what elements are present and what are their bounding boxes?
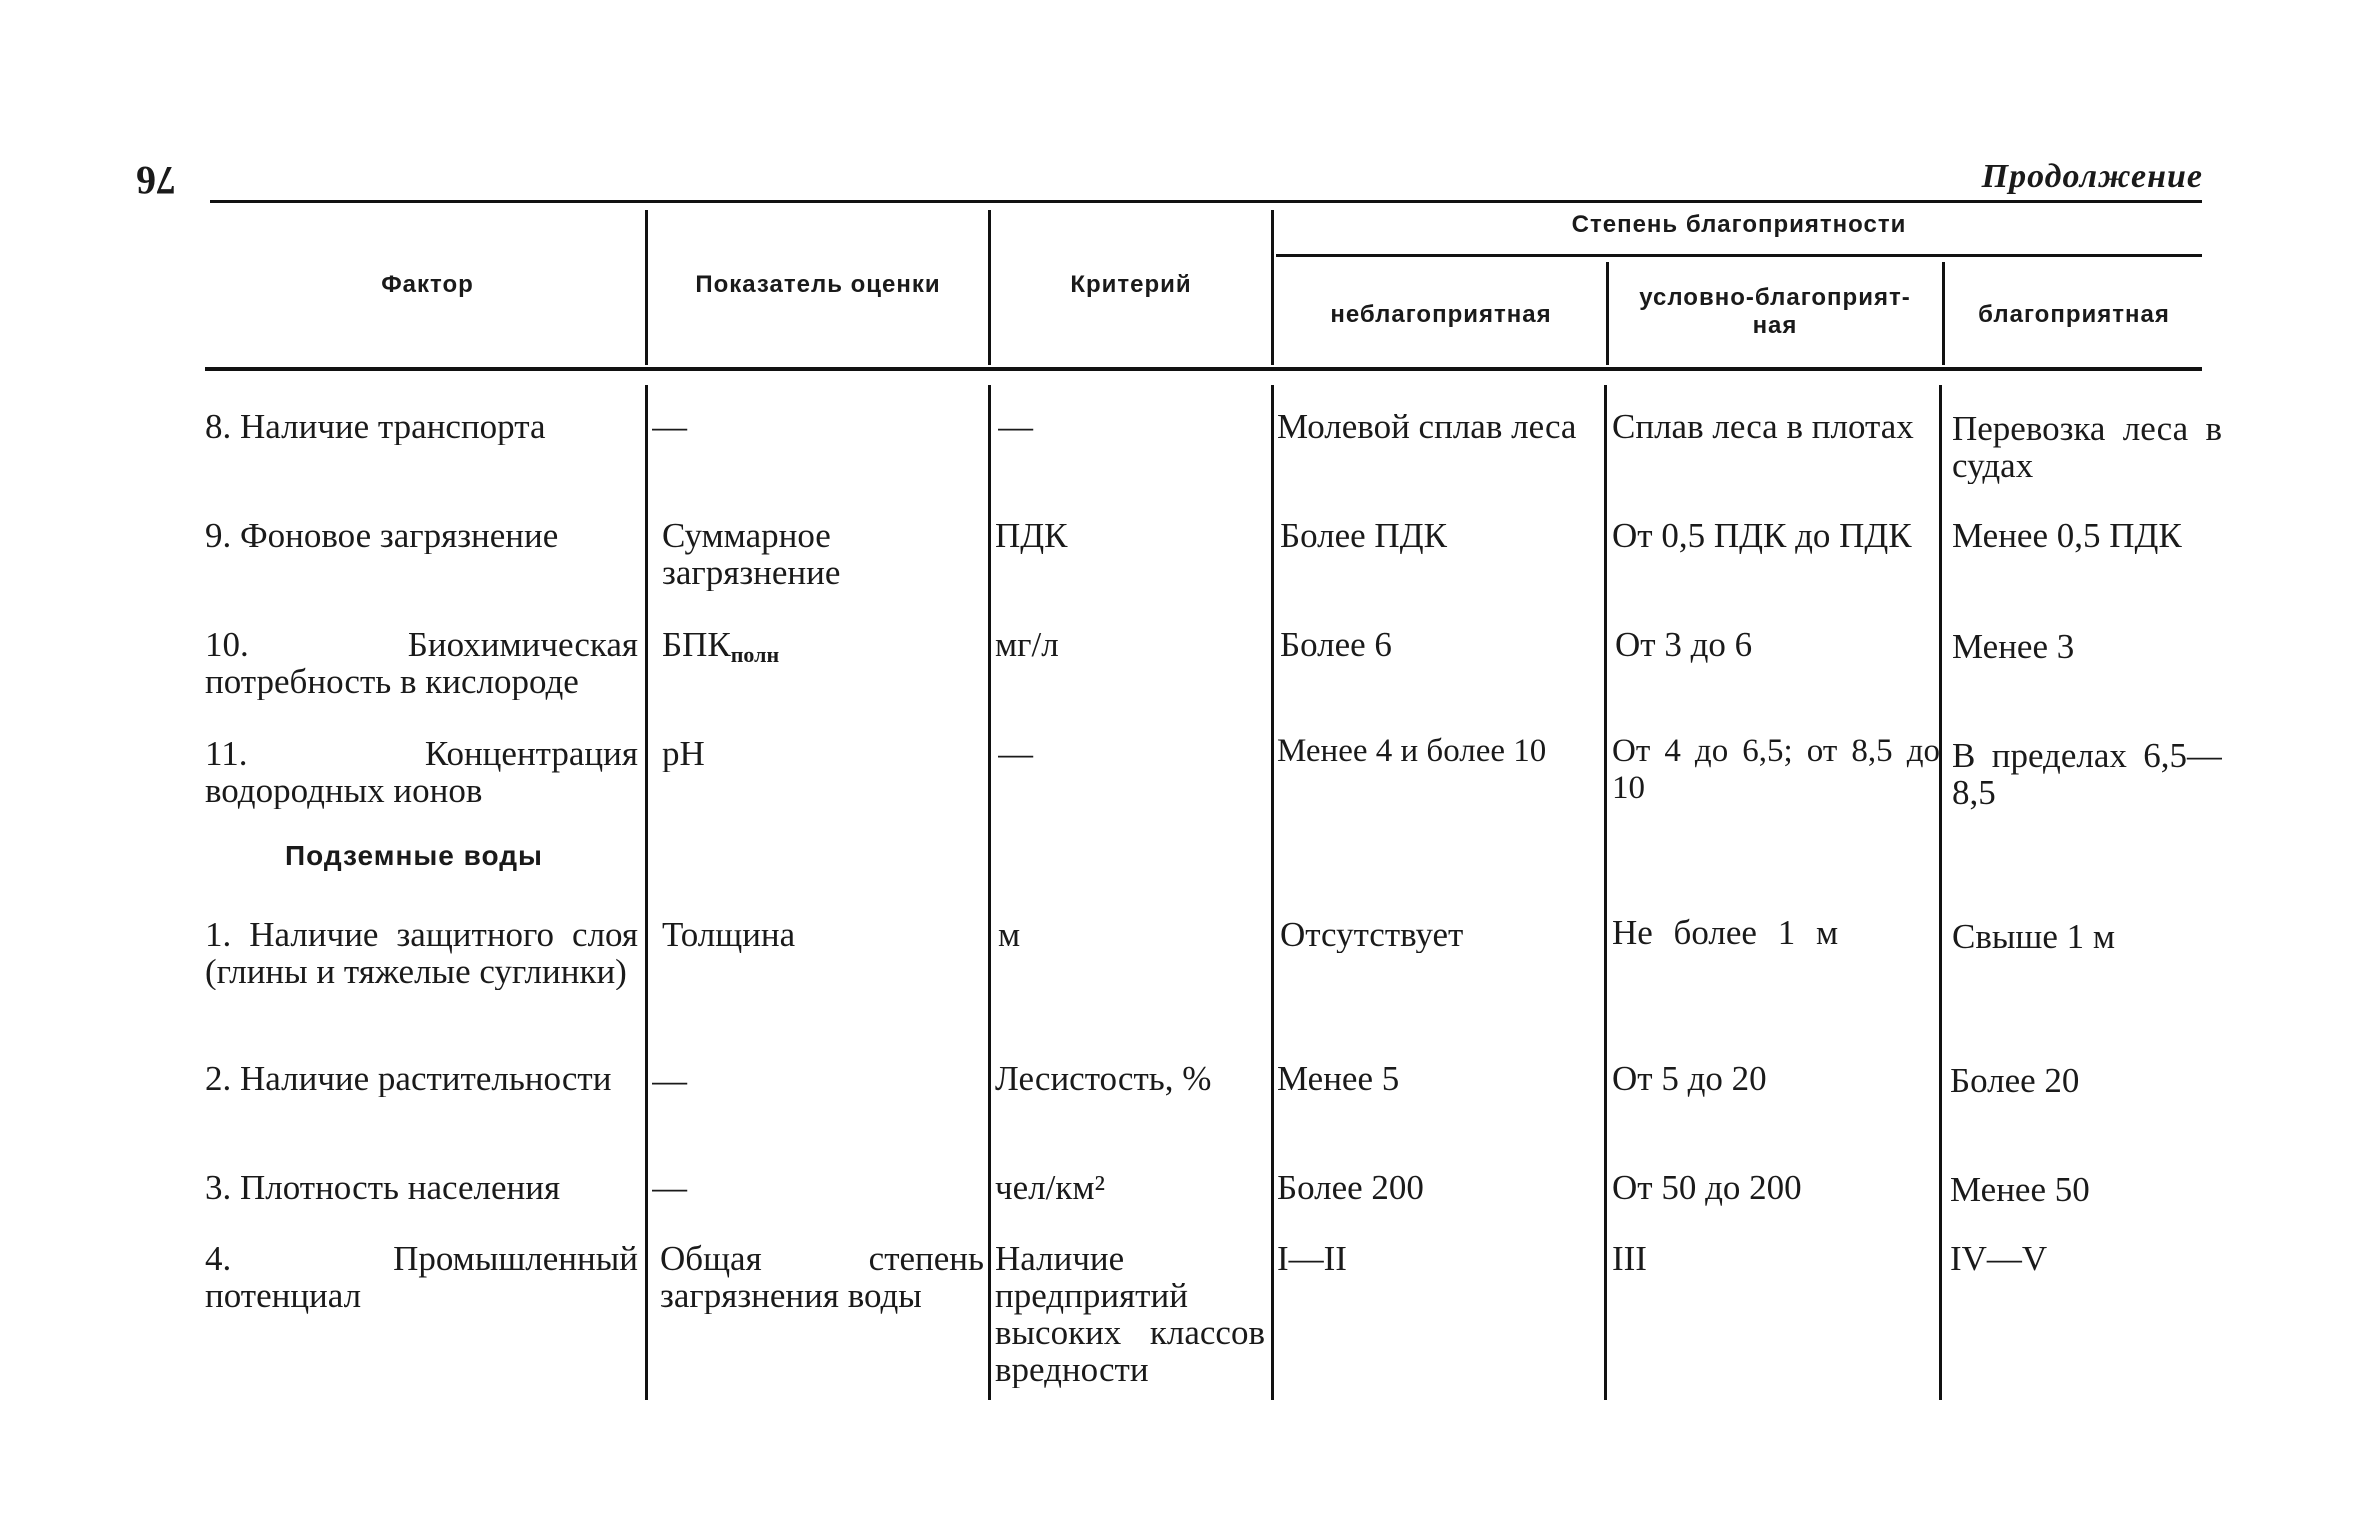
header-unfavorable: неблагоприятная: [1330, 301, 1552, 328]
gw-row-1-criterion: м: [998, 916, 1021, 953]
row-10-indicator: [662, 626, 984, 673]
header-degree: Степень благоприятности: [1571, 211, 1907, 238]
row-11-criterion: —: [998, 735, 1033, 772]
bpk-subscript: полн: [730, 642, 780, 667]
gw-row-3-criterion: чел/км²: [995, 1169, 1105, 1206]
gw-row-2-cond: От 5 до 20: [1612, 1060, 1767, 1097]
row-9-criterion: ПДК: [995, 517, 1068, 554]
gw-row-4-cond: III: [1612, 1240, 1647, 1277]
header-indicator: Показатель оценки: [695, 271, 941, 298]
gw-row-3-indicator: —: [652, 1169, 687, 1206]
row-9-unfav: Более ПДК: [1280, 517, 1447, 554]
gw-row-3-fav: Менее 50: [1950, 1171, 2090, 1208]
gw-row-3-cond: От 50 до 200: [1612, 1169, 1802, 1206]
col-divider-5-body: [1939, 385, 1942, 1400]
section-title: Подземные воды: [285, 840, 543, 871]
row-11-fav: В пределах 6,5—8,5: [1952, 737, 2222, 811]
gw-row-1-indicator: Толщина: [662, 916, 796, 953]
col-divider-4-body: [1604, 385, 1607, 1400]
bpk-label: БПК: [662, 626, 731, 664]
col-divider-1: [645, 210, 648, 365]
gw-row-4-fav: IV—V: [1950, 1240, 2048, 1277]
row-8-unfav: Молевой сплав леса: [1277, 408, 1577, 445]
row-10-criterion: мг/л: [995, 626, 1059, 663]
gw-row-4-criterion: Наличие предприятий высоких классов вредности: [995, 1240, 1265, 1388]
row-11-factor: 11. Концентрация водородных ионов: [205, 735, 638, 809]
col-divider-1-body: [645, 385, 648, 1400]
row-9-indicator: Суммарное загрязнение: [662, 517, 841, 591]
row-9-cond: От 0,5 ПДК до ПДК: [1612, 517, 1912, 554]
table-top-rule: [210, 200, 2202, 203]
col-divider-5: [1942, 262, 1945, 365]
gw-row-3-factor: 3. Плотность населения: [205, 1169, 561, 1206]
row-8-indicator: —: [652, 408, 687, 445]
gw-row-4-indicator: Общая степень загрязнения воды: [660, 1240, 984, 1314]
row-11-indicator: pH: [662, 735, 705, 772]
col-divider-4: [1606, 262, 1609, 365]
row-8-factor: 8. Наличие транспорта: [205, 408, 546, 445]
row-8-fav: Перевозка леса в судах: [1952, 410, 2222, 484]
gw-row-4-factor: 4. Промышленный потенциал: [205, 1240, 638, 1314]
row-9-fav: Менее 0,5 ПДК: [1952, 517, 2182, 554]
row-11-unfav: Менее 4 и более 10: [1277, 733, 1547, 769]
header-factor: Фактор: [381, 271, 474, 298]
col-divider-2-body: [988, 385, 991, 1400]
header-bottom-rule: [205, 367, 2202, 371]
col-divider-3: [1271, 210, 1274, 365]
gw-row-1-cond: Не более 1 м: [1612, 914, 1839, 951]
row-10-unfav: Более 6: [1280, 626, 1392, 663]
header-criterion: Критерий: [1070, 271, 1192, 298]
gw-row-1-fav: Свыше 1 м: [1952, 918, 2116, 955]
row-10-factor: 10. Биохимическая потребность в кислороде: [205, 626, 638, 700]
row-11-cond: От 4 до 6,5; от 8,5 до 10: [1612, 733, 1940, 806]
gw-row-2-factor: 2. Наличие растительности: [205, 1060, 612, 1097]
continuation-label: Продолжение: [1981, 158, 2203, 195]
col-divider-3-body: [1271, 385, 1274, 1400]
col-divider-2: [988, 210, 991, 365]
row-10-cond: От 3 до 6: [1615, 626, 1753, 663]
row-8-criterion: —: [998, 408, 1033, 445]
gw-row-1-unfav: Отсутствует: [1280, 916, 1464, 953]
header-favorable: благоприятная: [1978, 301, 2170, 328]
gw-row-4-unfav: I—II: [1277, 1240, 1347, 1277]
degree-rule: [1276, 254, 2202, 257]
gw-row-3-unfav: Более 200: [1277, 1169, 1424, 1206]
gw-row-2-fav: Более 20: [1950, 1062, 2080, 1099]
gw-row-2-criterion: Лесистость, %: [995, 1060, 1212, 1097]
row-10-fav: Менее 3: [1952, 628, 2075, 665]
row-9-factor: 9. Фоновое загрязнение: [205, 517, 559, 554]
row-8-cond: Сплав леса в плотах: [1612, 408, 1914, 445]
page-number: 76: [136, 158, 176, 203]
header-conditional: условно-благоприят- ная: [1639, 284, 1911, 339]
gw-row-2-unfav: Менее 5: [1277, 1060, 1400, 1097]
gw-row-2-indicator: —: [652, 1062, 687, 1099]
gw-row-1-factor: 1. Наличие защитного слоя (глины и тяжелые суглинки): [205, 916, 638, 990]
